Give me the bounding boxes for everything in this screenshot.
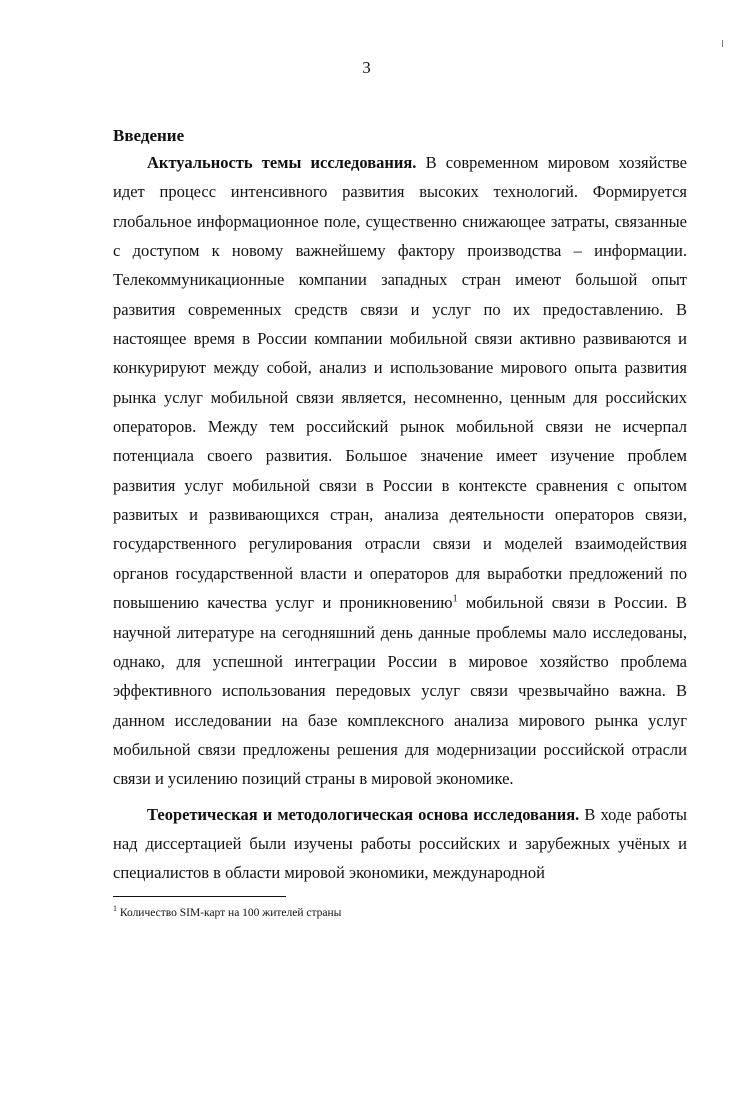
paragraph-methodology [113,800,687,888]
page-number: 3 [362,58,371,77]
footnote-reference: 1 [452,593,458,605]
paragraph-relevance [113,148,687,794]
paragraph-text: В современном мировом хозяйстве идет процесс интенсивного развития высоких технологий. Формируется глобальное информационное поле, существенно снижающее затраты, связанные с доступом к новому важнейшему фактору производства – информации. Телекоммуникационные компании западных стран имеют большой опыт развития современных средств связи и услуг по их предоставлению. В настоящее время в России компании мобильной связи активно развиваются и конкурируют между собой, анализ и использование мирового опыта развития рынка услуг мобильной связи является, несомненно, ценным для российских операторов. Между тем российский рынок мобильной связи не исчерпал потенциала своего развития. Большое значение имеет изучение проблем развития услуг мобильной связи в России в контексте сравнения с опытом развитых и развивающихся стран, анализа деятельности операторов связи, государственного регулирования отрасли связи и моделей взаимодействия органов государственной власти и операторов для выработки предложений по повышению качества услуг и проникновению [113,153,688,613]
footnote-divider [113,896,286,897]
paragraph-text: В ходе работы над диссертацией были изучены работы российских и зарубежных учёных и специалистов в области мировой экономики, международной [113,804,687,883]
scan-edge-mark [722,40,723,47]
paragraph-text-continued: мобильной связи в России. В научной литературе на сегодняшний день данные проблемы мало исследованы, однако, для успешной интеграции России в мировое хозяйство проблема эффективного использования передовых услуг связи чрезвычайно важна. В данном исследовании на базе комплексного анализа мирового рынка услуг мобильной связи предложены решения для модернизации российской отрасли связи и усилению позиций страны в мировой экономике. [113,593,687,789]
section-heading: Введение [113,126,185,145]
footnote-text: Количество SIM-карт на 100 жителей страны [117,906,342,919]
footnote-marker: 1 [113,904,117,913]
paragraph-title: Актуальность темы исследования. [147,153,417,172]
paragraph-title: Теоретическая и методологическая основа исследования. [147,804,580,824]
body-text [113,148,687,888]
footnote [113,904,687,919]
